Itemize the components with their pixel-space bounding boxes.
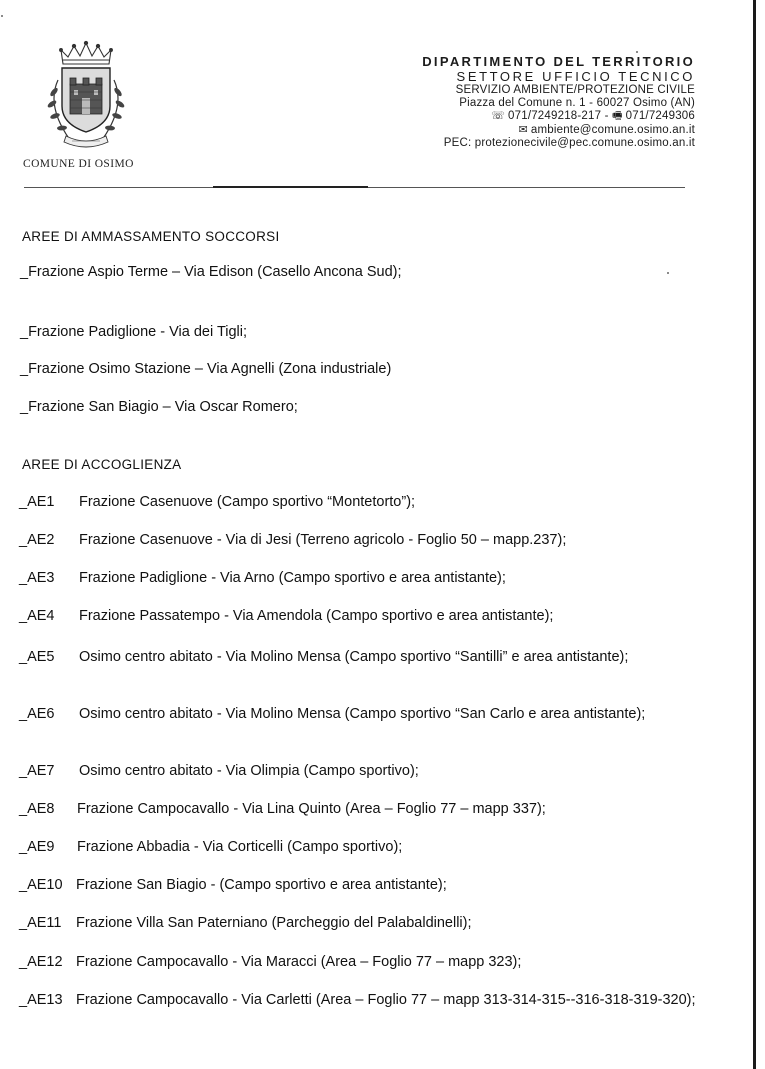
ammassamento-section-title: AREE DI AMMASSAMENTO SOCCORSI <box>22 229 280 244</box>
area-description: Frazione Campocavallo - Via Carletti (Area – Foglio 77 – mapp 313-314-315--316-318-319-320); <box>76 992 696 1008</box>
phone-number: 071/7249218-217 - <box>508 110 609 123</box>
area-description: Frazione Abbadia - Via Corticelli (Campo sportivo); <box>77 839 403 855</box>
department-title: DIPARTIMENTO DEL TERRITORIO <box>422 54 695 69</box>
scan-edge-right <box>753 0 756 1069</box>
ammassamento-item: _Frazione San Biagio – Via Oscar Romero; <box>20 399 298 415</box>
accoglienza-item <box>19 991 705 1010</box>
area-code: _AE12 <box>19 954 63 970</box>
municipal-crest-icon <box>36 40 136 152</box>
area-code: _AE3 <box>19 570 55 586</box>
area-description: Frazione Casenuove (Campo sportivo “Montetorto”); <box>79 494 416 510</box>
phone-fax-line <box>422 110 695 123</box>
area-description: Osimo centro abitato - Via Molino Mensa (Campo sportivo “San Carlo e area antistante); <box>79 706 646 722</box>
fax-icon: 🖷 <box>612 110 623 123</box>
area-description: Frazione San Biagio - (Campo sportivo e area antistante); <box>76 877 447 893</box>
accoglienza-item <box>19 648 705 667</box>
ammassamento-item: _Frazione Osimo Stazione – Via Agnelli (Zona industriale) <box>20 361 392 377</box>
accoglienza-item <box>19 493 705 512</box>
letterhead-contact-block <box>422 54 695 150</box>
accoglienza-section-title: AREE DI ACCOGLIENZA <box>22 457 182 472</box>
accoglienza-item <box>19 914 705 933</box>
accoglienza-item <box>19 705 705 724</box>
area-code: _AE2 <box>19 532 55 548</box>
accoglienza-item <box>19 953 705 972</box>
area-description: Osimo centro abitato - Via Olimpia (Campo sportivo); <box>79 763 419 779</box>
area-code: _AE1 <box>19 494 55 510</box>
area-description: Frazione Casenuove - Via di Jesi (Terreno agricolo - Foglio 50 – mapp.237); <box>79 532 567 548</box>
email-address[interactable]: ambiente@comune.osimo.an.it <box>530 123 695 136</box>
area-code: _AE4 <box>19 608 55 624</box>
phone-icon: ☏ <box>491 110 506 123</box>
area-description: Frazione Campocavallo - Via Lina Quinto (Area – Foglio 77 – mapp 337); <box>77 801 546 817</box>
municipality-name: COMUNE DI OSIMO <box>23 158 134 170</box>
accoglienza-item <box>19 800 705 819</box>
accoglienza-item <box>19 607 705 626</box>
area-description: Frazione Padiglione - Via Arno (Campo sportivo e area antistante); <box>79 570 506 586</box>
ammassamento-item: _Frazione Padiglione - Via dei Tigli; <box>20 324 248 340</box>
scan-speck <box>636 51 638 53</box>
scan-speck <box>667 272 669 274</box>
service-title: SERVIZIO AMBIENTE/PROTEZIONE CIVILE <box>455 84 695 96</box>
area-description: Frazione Villa San Paterniano (Parcheggio del Palabaldinelli); <box>76 915 472 931</box>
pec-line[interactable]: PEC: protezionecivile@pec.comune.osimo.an.it <box>443 136 695 149</box>
area-description: Osimo centro abitato - Via Molino Mensa (Campo sportivo “Santilli” e area antistante); <box>79 649 629 665</box>
accoglienza-item <box>19 762 705 781</box>
header-divider-accent <box>213 186 368 188</box>
sector-title: SETTORE UFFICIO TECNICO <box>456 69 695 84</box>
area-code: _AE13 <box>19 992 63 1008</box>
area-code: _AE11 <box>19 915 62 931</box>
address-line: Piazza del Comune n. 1 - 60027 Osimo (AN) <box>459 97 695 110</box>
email-line <box>422 124 695 137</box>
area-code: _AE7 <box>19 763 55 779</box>
accoglienza-item <box>19 876 705 895</box>
area-code: _AE9 <box>19 839 55 855</box>
ammassamento-item: _Frazione Aspio Terme – Via Edison (Casello Ancona Sud); <box>20 264 402 280</box>
area-code: _AE5 <box>19 649 55 665</box>
area-code: _AE6 <box>19 706 55 722</box>
envelope-icon: ✉ <box>518 123 528 136</box>
accoglienza-item <box>19 569 705 588</box>
scan-speck <box>1 15 3 17</box>
accoglienza-item <box>19 838 705 857</box>
area-code: _AE8 <box>19 801 55 817</box>
fax-number: 071/7249306 <box>625 110 695 123</box>
accoglienza-item <box>19 531 705 550</box>
area-code: _AE10 <box>19 877 63 893</box>
area-description: Frazione Campocavallo - Via Maracci (Area – Foglio 77 – mapp 323); <box>76 954 522 970</box>
area-description: Frazione Passatempo - Via Amendola (Campo sportivo e area antistante); <box>79 608 554 624</box>
